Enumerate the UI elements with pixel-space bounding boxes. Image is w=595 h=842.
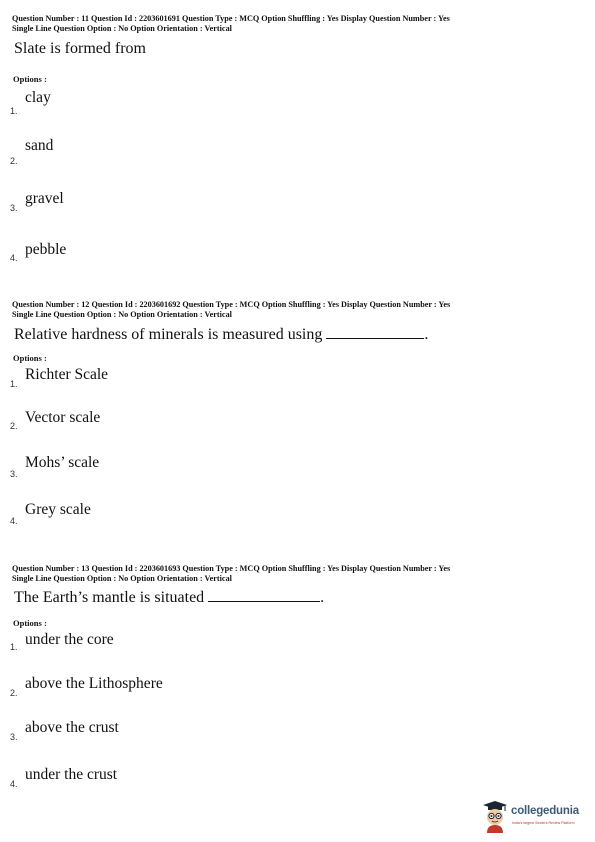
option-text[interactable]: under the core — [25, 631, 114, 648]
option-number: 4. — [10, 779, 18, 789]
option-text[interactable]: clay — [25, 89, 51, 106]
option-text[interactable]: Mohs’ scale — [25, 454, 100, 471]
option-number: 4. — [10, 516, 18, 526]
option-text[interactable]: under the crust — [25, 766, 118, 783]
option-number: 2. — [10, 421, 18, 431]
option-text[interactable]: Vector scale — [25, 409, 101, 426]
option-number: 1. — [10, 106, 18, 116]
option-number: 3. — [10, 732, 18, 742]
question-meta — [12, 300, 587, 319]
option-text[interactable]: Richter Scale — [25, 366, 109, 383]
question-meta-line: Single Line Question Option : No Option Orientation : Vertical — [12, 573, 232, 583]
option-text[interactable]: pebble — [25, 241, 67, 258]
option-number: 2. — [10, 688, 18, 698]
question-text — [14, 325, 428, 344]
option-text[interactable]: Grey scale — [25, 501, 91, 518]
collegedunia-logo[interactable] — [482, 800, 590, 834]
question-text — [14, 40, 146, 58]
logo-tagline: India's largest Student Review Platform — [512, 821, 575, 825]
question-meta — [12, 564, 587, 583]
option-number: 2. — [10, 156, 18, 166]
option-text[interactable]: above the crust — [25, 719, 119, 736]
question-meta-line: Question Number : 13 Question Id : 2203601693 Question Type : MCQ Option Shuffling : Yes Display Question Number : Yes — [12, 564, 451, 573]
question-text — [14, 588, 324, 607]
graduate-mascot-icon — [482, 800, 508, 834]
option-text[interactable]: gravel — [25, 190, 64, 207]
answer-blank — [326, 325, 424, 339]
option-number: 3. — [10, 203, 18, 213]
option-text[interactable]: sand — [25, 137, 54, 154]
answer-blank — [208, 588, 320, 602]
question-text-body: The Earth’s mantle is situated — [14, 589, 205, 606]
option-number: 1. — [10, 379, 18, 389]
question-text-body: Slate is formed from — [14, 40, 146, 57]
option-number: 4. — [10, 253, 18, 263]
question-text-body: Relative hardness of minerals is measured using — [14, 326, 323, 343]
options-label: Options : — [13, 353, 47, 363]
question-text-suffix: . — [424, 326, 429, 343]
logo-name: collegedunia — [511, 805, 579, 817]
option-number: 1. — [10, 642, 18, 652]
question-meta-line: Single Line Question Option : No Option Orientation : Vertical — [12, 23, 232, 33]
options-label: Options : — [13, 618, 47, 628]
options-label: Options : — [13, 74, 47, 84]
option-number: 3. — [10, 469, 18, 479]
question-meta — [12, 14, 587, 33]
question-meta-line: Question Number : 12 Question Id : 2203601692 Question Type : MCQ Option Shuffling : Yes Display Question Number : Yes — [12, 300, 451, 309]
option-text[interactable]: above the Lithosphere — [25, 675, 163, 692]
question-meta-line: Single Line Question Option : No Option Orientation : Vertical — [12, 309, 232, 319]
question-text-suffix: . — [320, 589, 325, 606]
question-meta-line: Question Number : 11 Question Id : 2203601691 Question Type : MCQ Option Shuffling : Yes Display Question Number : Yes — [12, 14, 450, 23]
